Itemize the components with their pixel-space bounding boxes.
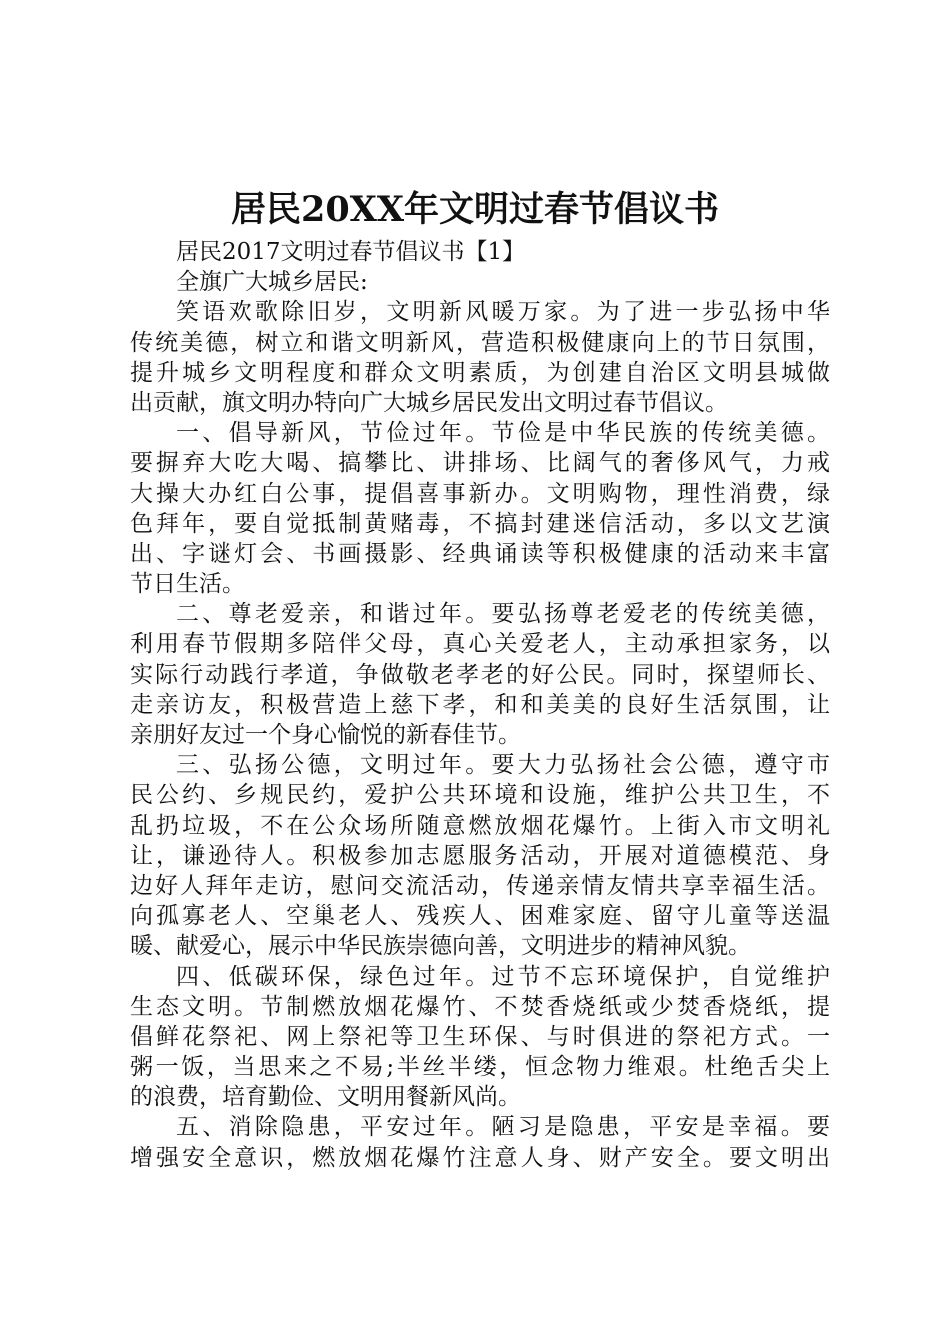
body-line: 二、尊老爱亲，和谐过年。要弘扬尊老爱老的传统美德， — [176, 601, 830, 628]
body-line: 边好人拜年走访，慰问交流活动，传递亲情友情共享幸福生活。 — [130, 872, 830, 899]
document-title: 居民20XX年文明过春节倡议书 — [230, 189, 720, 230]
body-line: 走亲访友，积极营造上慈下孝，和和美美的良好生活氛围，让 — [130, 691, 830, 718]
body-line: 大操大办红白公事，提倡喜事新办。文明购物，理性消费，绿 — [130, 480, 830, 507]
body-line: 全旗广大城乡居民: — [176, 269, 368, 296]
body-line: 提升城乡文明程度和群众文明素质，为创建自治区文明县城做 — [130, 359, 830, 386]
body-line: 出、字谜灯会、书画摄影、经典诵读等积极健康的活动来丰富 — [130, 540, 830, 567]
body-line: 让，谦逊待人。积极参加志愿服务活动，开展对道德模范、身 — [130, 842, 830, 869]
body-line: 向孤寡老人、空巢老人、残疾人、困难家庭、留守儿童等送温 — [130, 903, 830, 930]
document-body — [130, 237, 830, 1173]
body-line: 倡鲜花祭祀、网上祭祀等卫生环保、与时俱进的祭祀方式。一 — [130, 1023, 830, 1050]
body-line: 亲朋好友过一个身心愉悦的新春佳节。 — [130, 722, 521, 748]
body-line: 传统美德，树立和谐文明新风，营造积极健康向上的节日氛围， — [130, 329, 830, 356]
body-line: 色拜年，要自觉抵制黄赌毒，不搞封建迷信活动，多以文艺演 — [130, 510, 830, 537]
body-line: 暖、献爱心，展示中华民族崇德向善，文明进步的精神风貌。 — [130, 933, 751, 960]
body-line: 民公约、乡规民约，爱护公共环境和设施，维护公共卫生，不 — [130, 782, 830, 809]
body-line: 生态文明。节制燃放烟花爆竹、不焚香烧纸或少焚香烧纸，提 — [130, 993, 830, 1020]
body-line: 节日生活。 — [130, 571, 245, 598]
body-line: 利用春节假期多陪伴父母，真心关爱老人，主动承担家务，以 — [130, 631, 830, 658]
body-line: 要摒弃大吃大喝、搞攀比、讲排场、比阔气的奢侈风气，力戒 — [130, 450, 830, 477]
body-line: 居民2017文明过春节倡议书【1】 — [176, 239, 526, 265]
body-line: 一、倡导新风，节俭过年。节俭是中华民族的传统美德。 — [176, 420, 830, 447]
body-line: 三、弘扬公德，文明过年。要大力弘扬社会公德，遵守市 — [176, 752, 830, 779]
body-line: 出贡献，旗文明办特向广大城乡居民发出文明过春节倡议。 — [130, 389, 728, 416]
body-line: 五、消除隐患，平安过年。陋习是隐患，平安是幸福。要 — [176, 1114, 830, 1141]
body-line: 四、低碳环保，绿色过年。过节不忘环境保护，自觉维护 — [176, 963, 830, 990]
body-line: 笑语欢歌除旧岁，文明新风暖万家。为了进一步弘扬中华 — [176, 299, 830, 326]
body-line: 乱扔垃圾，不在公众场所随意燃放烟花爆竹。上街入市文明礼 — [130, 812, 830, 839]
body-line: 的浪费，培育勤俭、文明用餐新风尚。 — [130, 1084, 521, 1111]
body-line: 粥一饭，当思来之不易;半丝半缕，恒念物力维艰。杜绝舌尖上 — [130, 1054, 830, 1081]
body-line: 实际行动践行孝道，争做敬老孝老的好公民。同时，探望师长、 — [130, 661, 830, 688]
body-line: 增强安全意识，燃放烟花爆竹注意人身、财产安全。要文明出 — [130, 1144, 830, 1171]
